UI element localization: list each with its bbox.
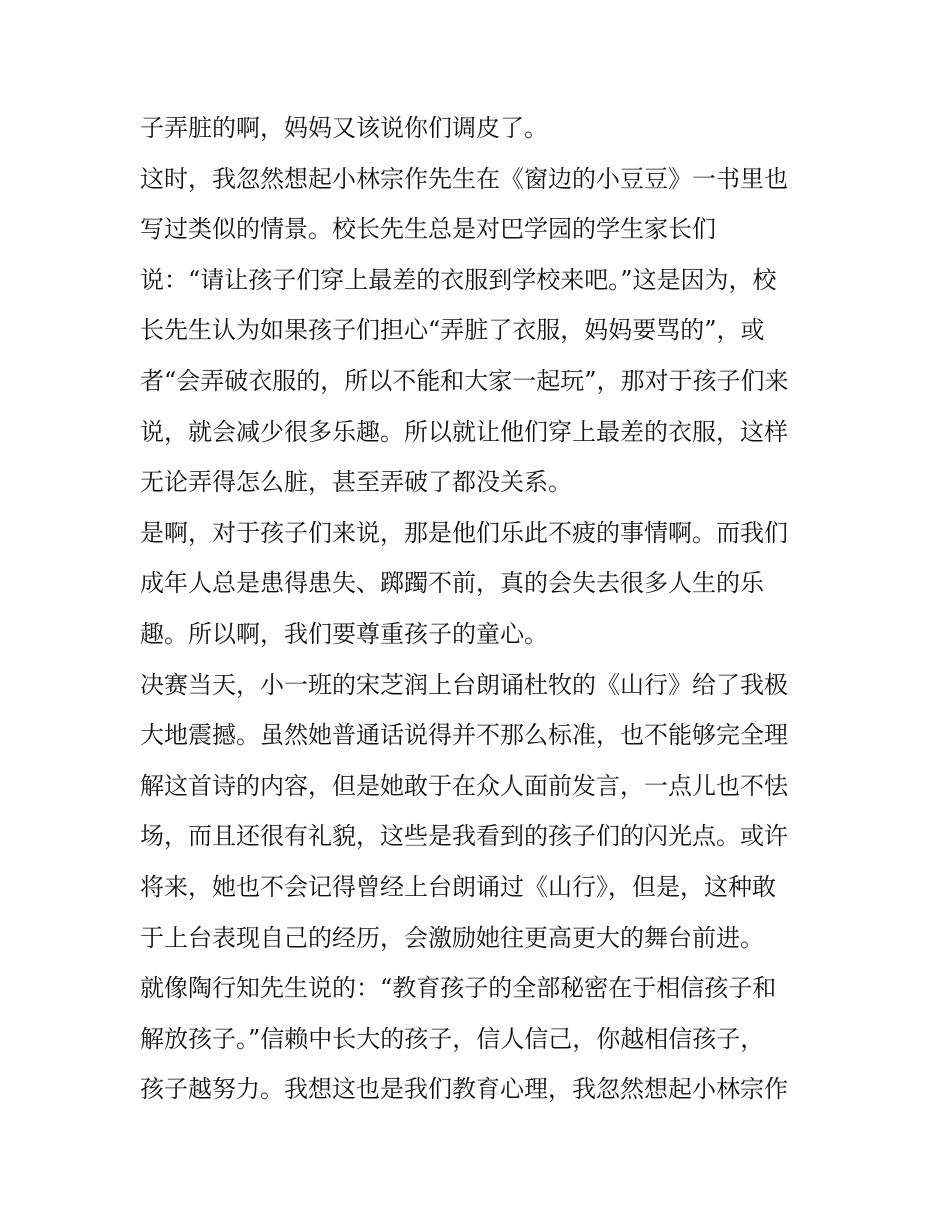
text-line: 将来，她也不会记得曾经上台朗诵过《山行》，但是，这种敢	[140, 872, 776, 901]
text-line: 这时，我忽然想起小林宗作先生在《窗边的小豆豆》一书里也	[140, 164, 788, 193]
text-line: 无论弄得怎么脏，甚至弄破了都没关系。	[140, 468, 572, 497]
text-line: 趣。所以啊，我们要尊重孩子的童心。	[140, 619, 548, 648]
text-line: 于上台表现自己的经历，会激励她往更高更大的舞台前进。	[140, 923, 764, 952]
body-text	[140, 103, 830, 1115]
text-line: 说：“请让孩子们穿上最差的衣服到学校来吧。”这是因为，校	[140, 265, 777, 294]
text-line: 场，而且还很有礼貌，这些是我看到的孩子们的闪光点。或许	[140, 822, 788, 851]
text-line: 说，就会减少很多乐趣。所以就让他们穿上最差的衣服，这样	[140, 417, 788, 446]
text-line: 解这首诗的内容，但是她敢于在众人面前发言，一点儿也不怯	[140, 771, 788, 800]
text-line: 孩子越努力。我想这也是我们教育心理，我忽然想起小林宗作	[140, 1075, 788, 1104]
text-line: 成年人总是患得患失、踯躅不前，真的会失去很多人生的乐	[140, 569, 764, 598]
text-line: 大地震撼。虽然她普通话说得并不那么标准，也不能够完全理	[140, 721, 788, 750]
text-line: 者“会弄破衣服的，所以不能和大家一起玩”，那对于孩子们来	[140, 366, 789, 395]
text-line: 就像陶行知先生说的：“教育孩子的全部秘密在于相信孩子和	[140, 974, 777, 1003]
text-line: 写过类似的情景。校长先生总是对巴学园的学生家长们	[140, 215, 716, 244]
text-line: 子弄脏的啊，妈妈又该说你们调皮了。	[140, 114, 548, 142]
text-line: 长先生认为如果孩子们担心“弄脏了衣服，妈妈要骂的”，或	[140, 316, 765, 345]
text-line: 解放孩子。”信赖中长大的孩子，信人信己，你越相信孩子，	[140, 1024, 765, 1053]
text-line: 决赛当天，小一班的宋芝润上台朗诵杜牧的《山行》给了我极	[140, 670, 788, 699]
text-line: 是啊，对于孩子们来说，那是他们乐此不疲的事情啊。而我们	[140, 518, 788, 547]
